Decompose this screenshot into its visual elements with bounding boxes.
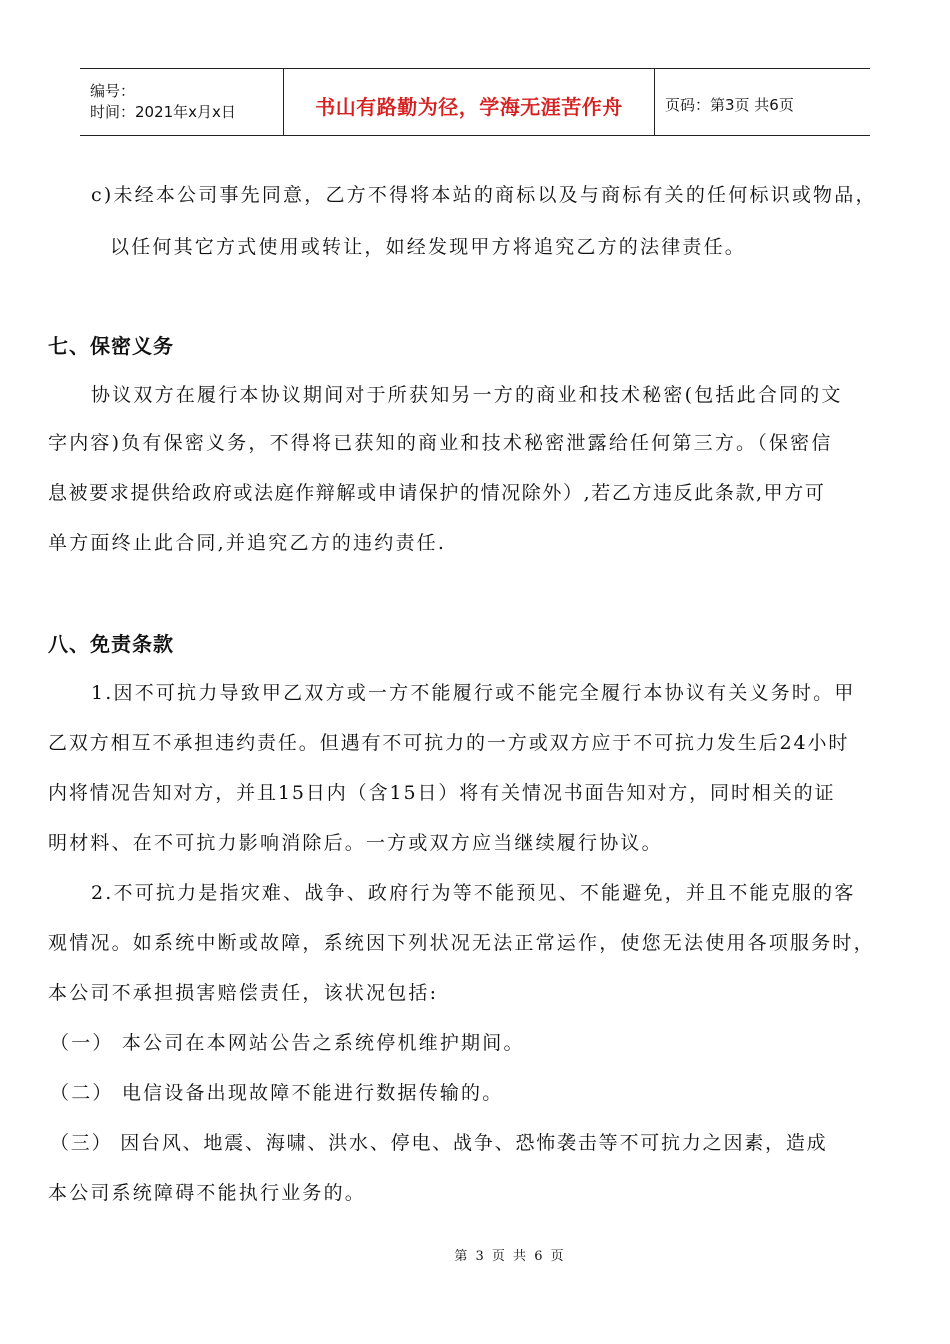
section-7-line-2: 字内容)负有保密义务，不得将已获知的商业和技术秘密泄露给任何第三方。（保密信 xyxy=(48,432,833,454)
page-footer: 第 3 页 共 6 页 xyxy=(454,1249,566,1264)
section-8-para-2-line-1: 2.不可抗力是指灾难、战争、政府行为等不能预见、不能避免，并且不能克服的客 xyxy=(91,882,856,904)
clause-c-line-1: c)未经本公司事先同意，乙方不得将本站的商标以及与商标有关的任何标识或物品， xyxy=(91,184,877,206)
section-7-line-3: 息被要求提供给政府或法庭作辩解或申请保护的情况除外）,若乙方违反此条款,甲方可 xyxy=(48,482,826,504)
section-7-line-4: 单方面终止此合同,并追究乙方的违约责任. xyxy=(48,532,447,554)
clause-c-line-2: 以任何其它方式使用或转让，如经发现甲方将追究乙方的法律责任。 xyxy=(110,236,747,258)
header-page-cell xyxy=(655,73,870,135)
header-page-number: 页码：第3页 共6页 xyxy=(665,95,794,114)
section-8-para-1-line-2: 乙双方相互不承担违约责任。但遇有不可抗力的一方或双方应于不可抗力发生后24小时 xyxy=(48,732,850,754)
header-motto: 书山有路勤为径，学海无涯苦作舟 xyxy=(315,94,623,119)
section-8-para-2-line-3: 本公司不承担损害赔偿责任，该状况包括: xyxy=(48,982,439,1004)
section-8-para-1-line-1: 1.因不可抗力导致甲乙双方或一方不能履行或不能完全履行本协议有关义务时。甲 xyxy=(91,682,856,704)
section-7-line-1: 协议双方在履行本协议期间对于所获知另一方的商业和技术秘密(包括此合同的文 xyxy=(91,384,843,406)
section-8-para-1-line-4: 明材料、在不可抗力影响消除后。一方或双方应当继续履行协议。 xyxy=(48,832,663,854)
section-7-heading: 七、保密义务 xyxy=(48,334,174,358)
exemption-item-3-line-2: 本公司系统障碍不能执行业务的。 xyxy=(48,1182,367,1204)
section-8-para-1-line-3: 内将情况告知对方，并且15日内（含15日）将有关情况书面告知对方，同时相关的证 xyxy=(48,782,836,804)
header-motto-cell xyxy=(283,69,655,135)
document-date-label: 时间：2021年x月x日 xyxy=(90,103,236,121)
section-8-heading: 八、免责条款 xyxy=(48,632,174,656)
header-meta xyxy=(80,69,283,135)
document-header xyxy=(80,68,870,136)
exemption-item-3-line-1: （三） 因台风、地震、海啸、洪水、停电、战争、恐怖袭击等不可抗力之因素，造成 xyxy=(50,1132,828,1154)
document-number-label: 编号： xyxy=(90,82,136,100)
exemption-item-2: （二） 电信设备出现故障不能进行数据传输的。 xyxy=(50,1082,504,1104)
section-8-para-2-line-2: 观情况。如系统中断或故障，系统因下列状况无法正常运作，使您无法使用各项服务时， xyxy=(48,932,875,954)
exemption-item-1: （一） 本公司在本网站公告之系统停机维护期间。 xyxy=(50,1032,525,1054)
